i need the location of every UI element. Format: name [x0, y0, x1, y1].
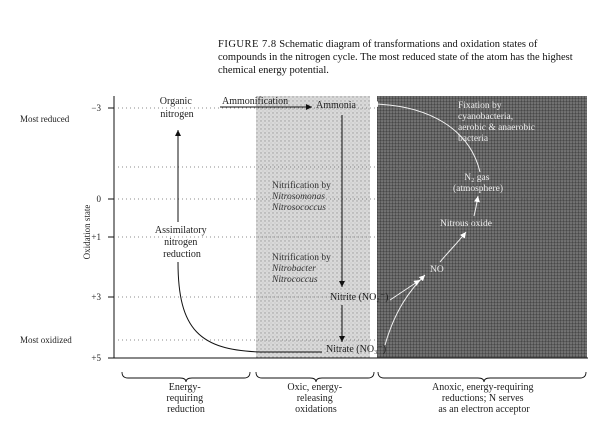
- tick-0: 0: [96, 194, 101, 204]
- ammonification-label: Ammonification: [222, 96, 289, 107]
- fixation-label: Fixation by cyanobacteria, aerobic & anaerobic bacteria: [458, 101, 536, 144]
- tick-plus5: +5: [91, 353, 101, 363]
- nitrous-oxide-label: Nitrous oxide: [440, 219, 492, 229]
- oxic-label: Oxic, energy- releasing oxidations: [287, 382, 343, 415]
- most-reduced-label: Most reduced: [20, 114, 70, 124]
- most-oxidized-label: Most oxidized: [20, 335, 72, 345]
- figure-caption: [218, 38, 588, 77]
- nitrite-label: Nitrite (NO₂⁻): [330, 292, 389, 303]
- nitrate-label: Nitrate (NO₃⁻): [326, 344, 387, 355]
- no-label: NO: [430, 265, 444, 275]
- nitrification-nitrosomonas-label: Nitrification by Nitrosomonas Nitrosococcus: [272, 181, 331, 213]
- section-brackets: [122, 372, 586, 382]
- bracket-oxic: [256, 372, 374, 382]
- y-axis-label: Oxidation state: [82, 204, 92, 260]
- energy-requiring-label: Energy- requiring reduction: [166, 382, 205, 415]
- figure-label: FIGURE 7.8: [218, 39, 277, 50]
- ammonia-label: Ammonia: [316, 100, 356, 111]
- assimilatory-label: Assimilatory nitrogen reduction: [154, 225, 207, 260]
- oxic-region: [256, 96, 370, 358]
- bracket-anoxic: [378, 372, 586, 382]
- anoxic-label: Anoxic, energy-requiring reductions; N serves as an electron acceptor: [432, 382, 534, 415]
- n2-gas-label: N₂ gas (atmosphere): [452, 173, 504, 194]
- figure-caption-text: Schematic diagram of transformations and oxidation states of compounds in the nitrogen cycle. The most reduced state of the atom has the highest chemical energy potential.: [218, 39, 573, 76]
- bracket-energy-requiring: [122, 372, 250, 382]
- tick-minus3: −3: [91, 103, 101, 113]
- tick-plus3: +3: [91, 292, 101, 302]
- tick-plus1: +1: [91, 232, 101, 242]
- organic-nitrogen-label: Organic nitrogen: [159, 96, 194, 120]
- nitrification-nitrobacter-label: Nitrification by Nitrobacter Nitrococcus: [272, 253, 331, 285]
